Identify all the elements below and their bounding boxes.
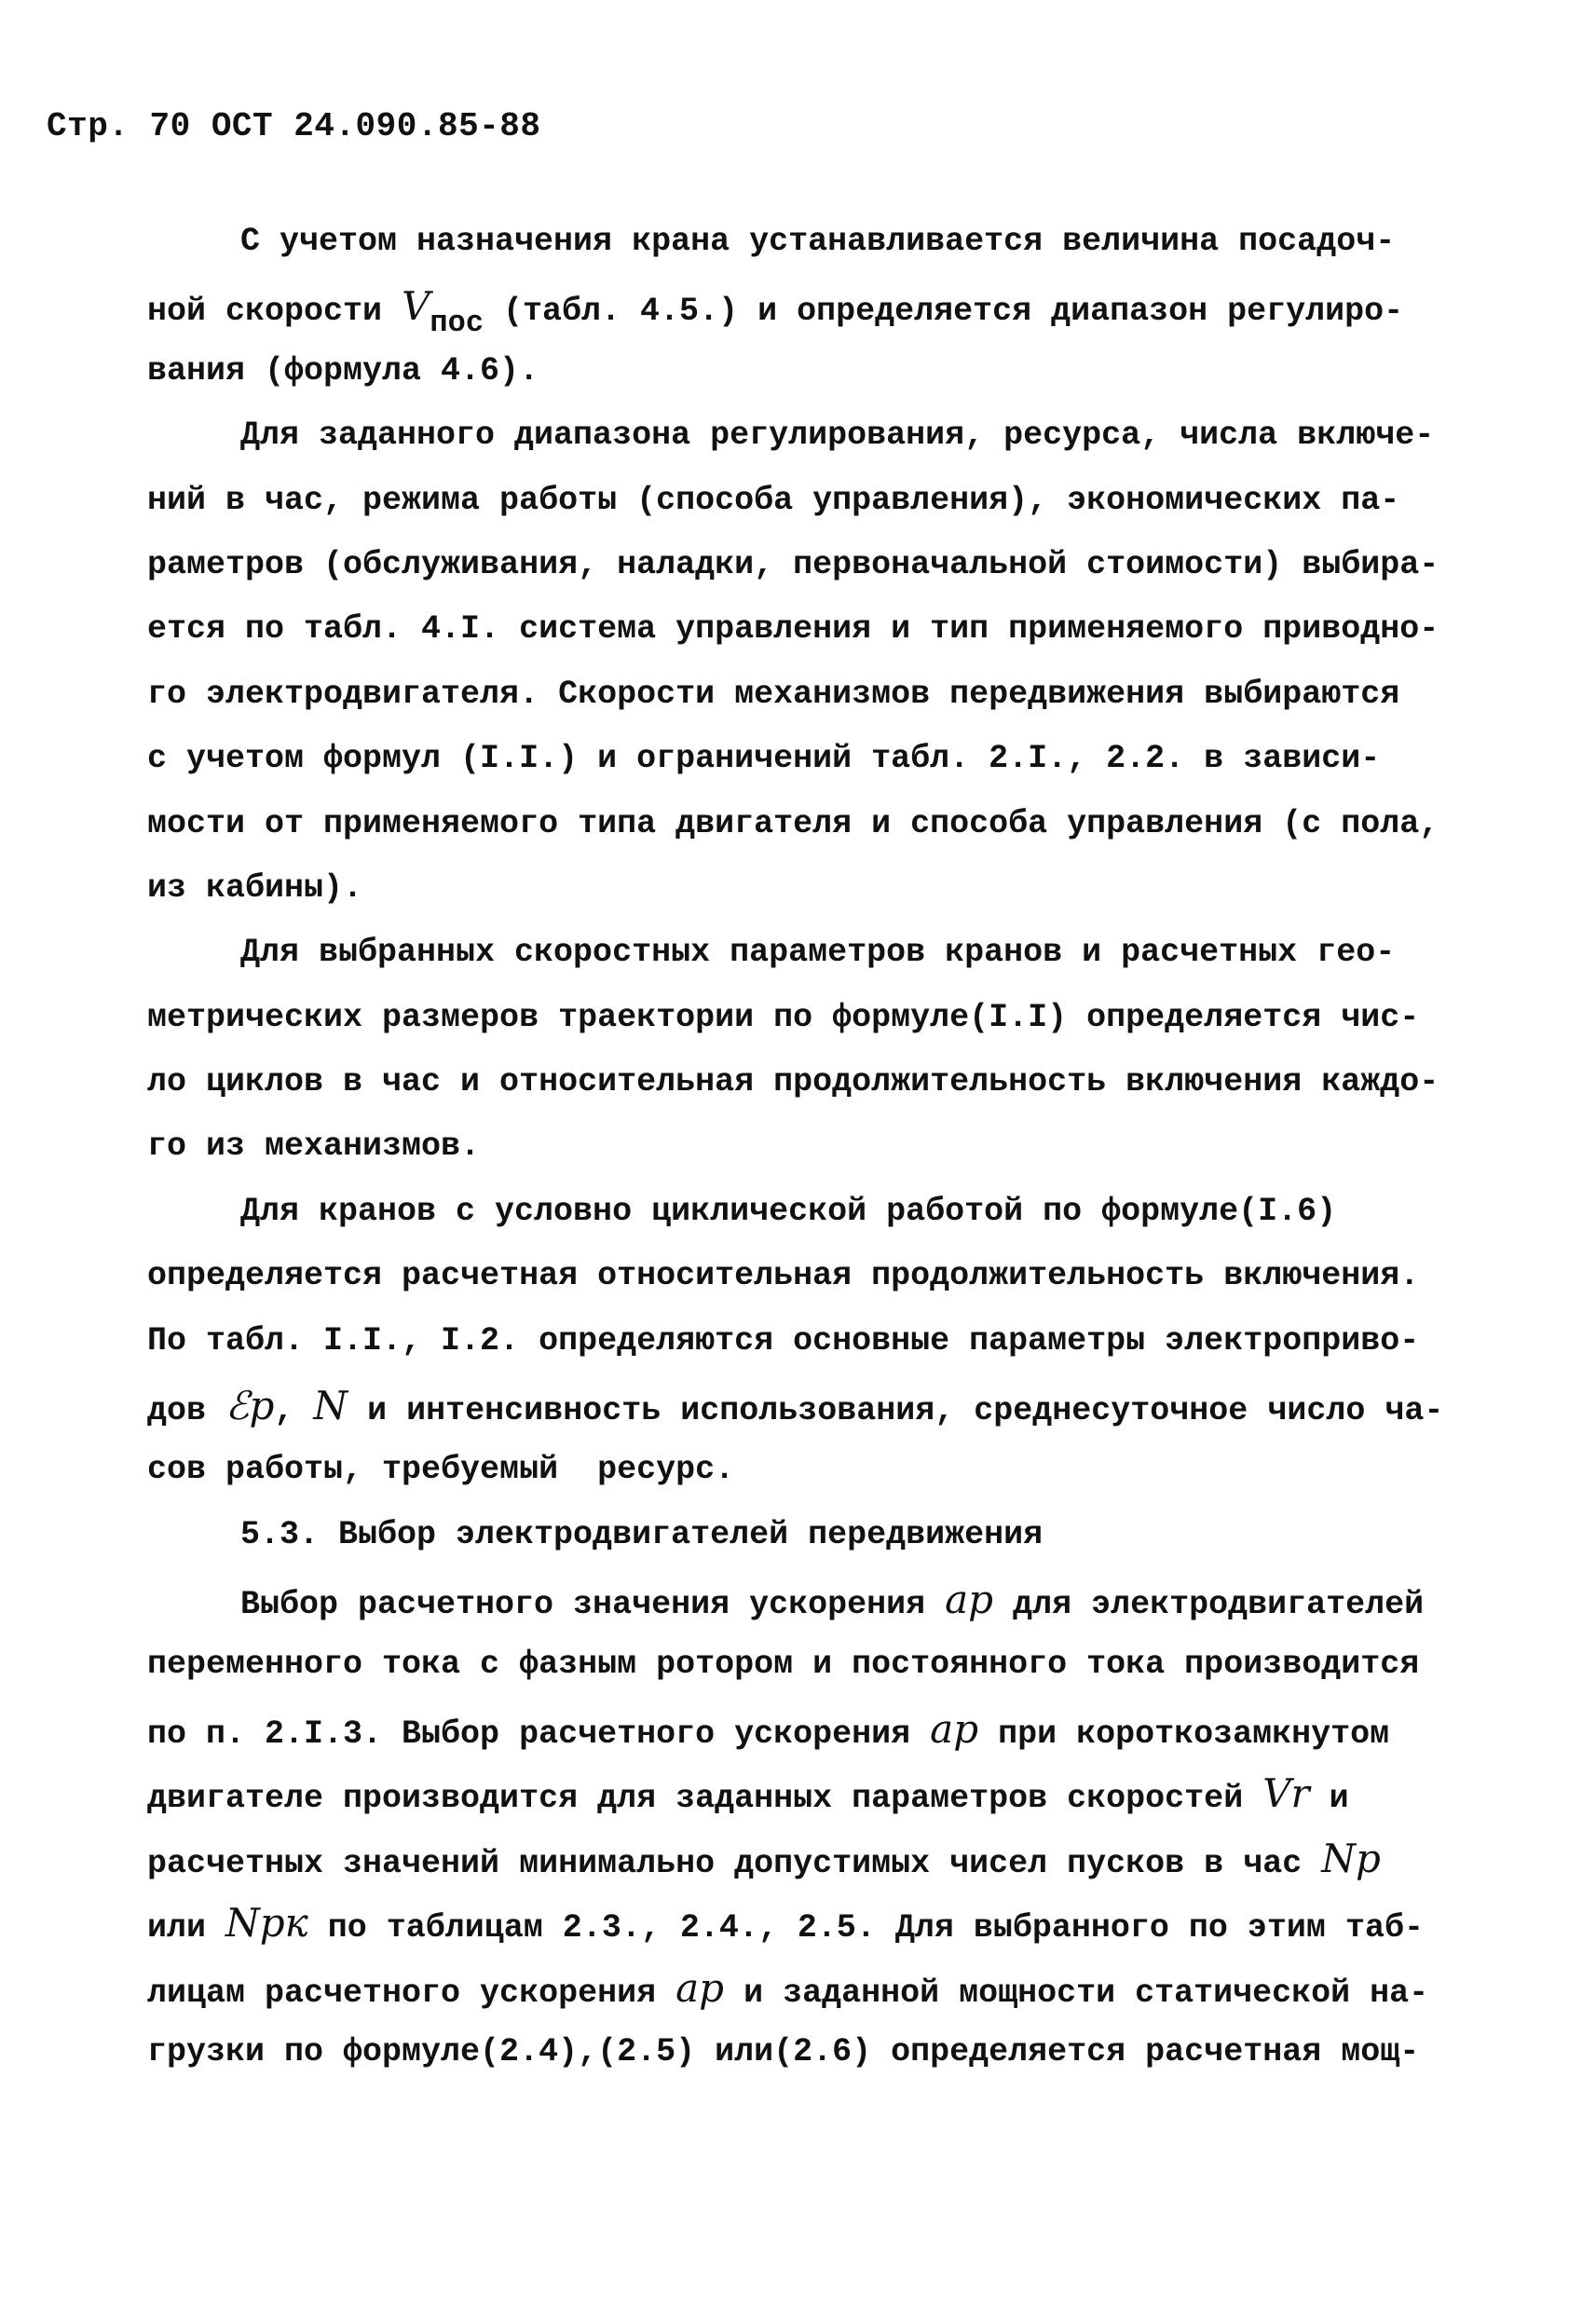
text-line: переменного тока с фазным ротором и постоянного тока производится xyxy=(147,1645,1420,1683)
acceleration-symbol: ap xyxy=(945,1577,994,1623)
acceleration-symbol: ap xyxy=(675,1964,725,2011)
text-line: Для кранов с условно циклической работой по формуле(I.6) xyxy=(240,1192,1337,1230)
velocity-symbol: V xyxy=(402,283,430,330)
text-line: или Npк по таблицам 2.3., 2.4., 2.5. Для выбранного по этим таб- xyxy=(147,1900,1424,1947)
text-line: Для выбранных скоростных параметров кранов и расчетных гео- xyxy=(240,934,1396,972)
starts-k-symbol: Npк xyxy=(225,1900,308,1947)
text-line: ний в час, режима работы (способа управления), экономических па- xyxy=(147,481,1400,519)
text-line: по п. 2.I.3. Выбор расчетного ускорения ap при короткозамкнутом xyxy=(147,1705,1390,1753)
speed-symbol: Vr xyxy=(1262,1770,1310,1817)
document-body xyxy=(147,210,1489,2084)
text-line: ной скорости Vпос (табл. 4.5.) и определяется диапазон регулиро- xyxy=(147,283,1404,341)
text-line: метрических размеров траектории по формуле(I.I) определяется чис- xyxy=(147,998,1420,1036)
text-line: грузки по формуле(2.4),(2.5) или(2.6) определяется расчетная мощ- xyxy=(147,2032,1420,2070)
text-line: По табл. I.I., I.2. определяются основные параметры электроприво- xyxy=(147,1321,1420,1359)
text-line: мости от применяемого типа двигателя и способа управления (с пола, xyxy=(147,804,1439,842)
text-line: двигателе производится для заданных параметров скоростей Vr и xyxy=(147,1770,1349,1818)
power-symbol: N xyxy=(313,1383,348,1429)
text-line: из кабины). xyxy=(147,868,363,907)
text-line: раметров (обслуживания, наладки, первоначальной стоимости) выбира- xyxy=(147,545,1439,583)
velocity-subscript: пос xyxy=(430,306,484,341)
section-heading: 5.3. Выбор электродвигателей передвижения xyxy=(240,1515,1044,1553)
text-line: С учетом назначения крана устанавливается величина посадоч- xyxy=(240,223,1396,260)
text-line: го из механизмов. xyxy=(147,1127,481,1166)
text-line: ется по табл. 4.I. система управления и тип применяемого приводно- xyxy=(147,610,1439,649)
text-line: с учетом формул (I.I.) и ограничений табл. 2.I., 2.2. в зависи- xyxy=(147,740,1381,778)
text-line: лицам расчетного ускорения ap и заданной мощности статической на- xyxy=(147,1964,1429,2012)
text-line: Для заданного диапазона регулирования, ресурса, числа включе- xyxy=(240,417,1435,455)
text-line: Выбор расчетного значения ускорения ap для электродвигателей xyxy=(240,1577,1425,1624)
text-line: го электродвигателя. Скорости механизмов передвижения выбираются xyxy=(147,675,1400,713)
text-line: дов ℰp, N и интенсивность использования, среднесуточное число ча- xyxy=(147,1383,1444,1430)
starts-symbol: Np xyxy=(1321,1835,1381,1881)
text-line: расчетных значений минимально допустимых чисел пусков в час Np xyxy=(147,1835,1381,1882)
page-header: Стр. 70 ОСТ 24.090.85-88 xyxy=(47,107,541,145)
text-line: вания (формула 4.6). xyxy=(147,351,539,389)
text-line: сов работы, требуемый ресурс. xyxy=(147,1451,735,1489)
efficiency-symbol: ℰp xyxy=(225,1383,275,1429)
text-line: ло циклов в час и относительная продолжительность включения каждо- xyxy=(147,1063,1439,1101)
text-line: определяется расчетная относительная продолжительность включения. xyxy=(147,1257,1420,1295)
acceleration-symbol: ap xyxy=(930,1705,979,1752)
